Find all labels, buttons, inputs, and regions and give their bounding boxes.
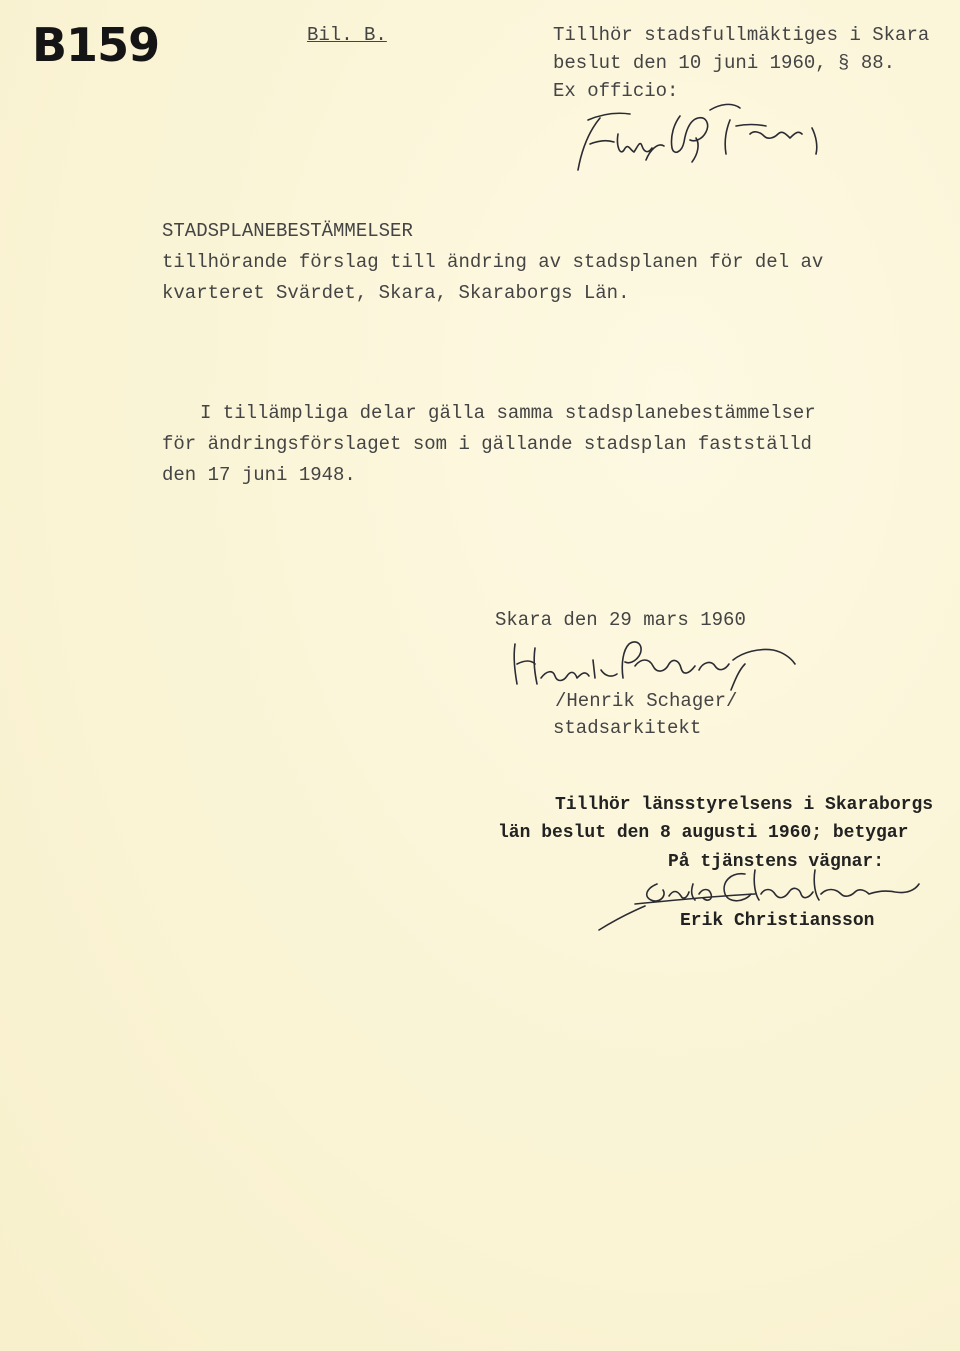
archive-stamp-id: B159 [32, 18, 160, 72]
bil-label: Bil. B. [307, 24, 387, 46]
signatory-name: /Henrik Schager/ [555, 690, 738, 712]
county-line-2: län beslut den 8 augusti 1960; betygar [498, 823, 909, 843]
decision-line-1: Tillhör stadsfullmäktiges i Skara [553, 24, 930, 46]
county-signatory-name: Erik Christiansson [680, 911, 875, 931]
body-line-2: för ändringsförslaget som i gällande stadsplan fastställd [162, 433, 812, 455]
body-line-1: I tillämpliga delar gälla samma stadsplanebestämmelser [200, 402, 816, 424]
title-line-1: STADSPLANEBESTÄMMELSER [162, 220, 413, 242]
place-date: Skara den 29 mars 1960 [495, 609, 746, 631]
ex-officio-label: Ex officio: [553, 80, 679, 102]
decision-line-2: beslut den 10 juni 1960, § 88. [553, 52, 896, 74]
county-line-3: På tjänstens vägnar: [668, 852, 885, 872]
body-line-3: den 17 juni 1948. [162, 464, 356, 486]
signatory-role: stadsarkitekt [553, 717, 702, 739]
title-line-2: tillhörande förslag till ändring av stadsplanen för del av [162, 251, 824, 273]
ex-officio-signature [560, 90, 860, 180]
county-line-1: Tillhör länsstyrelsens i Skaraborgs [555, 795, 934, 815]
title-line-3: kvarteret Svärdet, Skara, Skaraborgs Län. [162, 282, 630, 304]
